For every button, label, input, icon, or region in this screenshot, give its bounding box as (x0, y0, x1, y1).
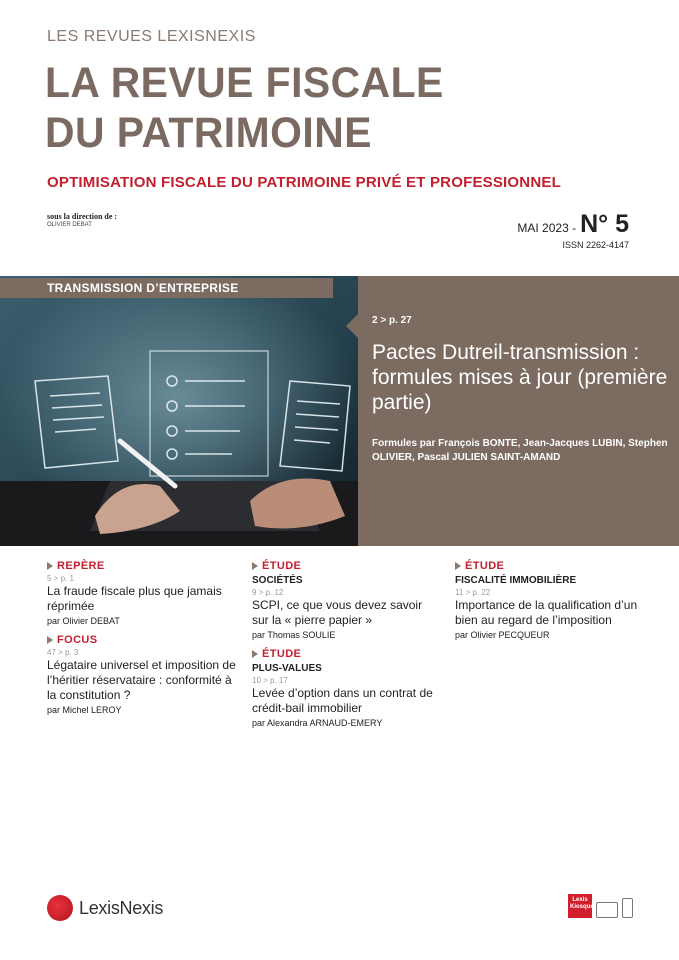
article-subsection: FISCALITÉ IMMOBILIÈRE (455, 575, 577, 586)
article-entry[interactable] (252, 560, 442, 640)
article-ref: 47 > p. 3 (47, 648, 79, 657)
article-author: par Michel LEROY (47, 705, 122, 715)
feature-authors: Formules par François BONTE, Jean-Jacques LUBIN, Stephen OLIVIER, Pascal JULIEN SAINT-AMAND (372, 438, 668, 463)
category-label: ÉTUDE (262, 648, 302, 660)
article-headline: Légataire universel et imposition de l’héritier réservataire : conformité à la constitution ? (47, 658, 236, 702)
issue-info (517, 210, 629, 239)
article-entry[interactable] (47, 634, 237, 715)
arrow-icon (252, 650, 258, 658)
article-headline: La fraude fiscale plus que jamais réprimée (47, 584, 222, 613)
publisher-name: LexisNexis (79, 897, 164, 918)
cover-illustration (0, 276, 358, 546)
article-author: par Thomas SOULIE (252, 630, 336, 640)
arrow-icon (455, 562, 461, 570)
category-label: ÉTUDE (262, 560, 302, 572)
article-category (47, 634, 237, 646)
laptop-icon (596, 902, 618, 918)
issn: ISSN 2262-4147 (562, 240, 629, 250)
magazine-subtitle: OPTIMISATION FISCALE DU PATRIMOINE PRIVÉ ET PROFESSIONNEL (47, 174, 561, 191)
series-name: LES REVUES LEXISNEXIS (47, 28, 256, 45)
kiosque-logo (568, 894, 592, 918)
title-line-2: DU PATRIMOINE (45, 109, 372, 157)
article-headline: SCPI, ce que vous devez savoir sur la « pierre papier » (252, 598, 423, 627)
cover-photo (0, 276, 358, 546)
article-subsection: PLUS-VALUES (252, 663, 322, 674)
arrow-icon (47, 636, 53, 644)
contents-column-3 (455, 560, 645, 648)
director-name: OLIVIER DEBAT (47, 222, 92, 228)
article-subsection: SOCIÉTÉS (252, 575, 303, 586)
article-headline: Importance de la qualification d’un bien au regard de l’imposition (455, 598, 638, 627)
magazine-title (45, 58, 444, 158)
feature-panel-notch (346, 314, 358, 338)
article-category (47, 560, 237, 572)
article-category (252, 648, 442, 660)
article-entry[interactable] (47, 560, 237, 626)
article-category (252, 560, 442, 572)
article-author: par Olivier DEBAT (47, 616, 120, 626)
category-label: ÉTUDE (465, 560, 505, 572)
article-author: par Olivier PECQUEUR (455, 630, 550, 640)
lexisnexis-logo-icon (47, 895, 73, 921)
article-ref: 5 > p. 1 (47, 574, 74, 583)
feature-ref: 2 > p. 27 (372, 315, 412, 326)
feature-title[interactable]: Pactes Dutreil-transmission : formules mises à jour (première partie) (372, 341, 668, 414)
tablet-icon (622, 898, 633, 918)
section-tag (0, 278, 333, 298)
direction-label: sous la direction de : (47, 212, 118, 221)
arrow-icon (252, 562, 258, 570)
article-author: par Alexandra ARNAUD-EMERY (252, 718, 383, 728)
publisher-logo[interactable] (47, 895, 163, 921)
article-entry[interactable] (455, 560, 645, 640)
contents-column-1 (47, 560, 237, 723)
article-ref: 11 > p. 22 (455, 588, 491, 597)
contents-column-2 (252, 560, 442, 736)
category-label: FOCUS (57, 634, 98, 646)
arrow-icon (47, 562, 53, 570)
article-ref: 9 > p. 12 (252, 588, 284, 597)
article-headline: Levée d’option dans un contrat de crédit-bail immobilier (252, 686, 433, 715)
kiosque-line-1: Lexis (572, 897, 588, 903)
kiosque-badge-group[interactable] (568, 894, 633, 918)
article-ref: 10 > p. 17 (252, 676, 288, 685)
section-tag-label: TRANSMISSION D’ENTREPRISE (47, 281, 239, 295)
issue-date: MAI 2023 - (517, 221, 577, 235)
title-line-1: LA REVUE FISCALE (45, 59, 444, 107)
issue-number: N° 5 (580, 210, 629, 238)
kiosque-line-2: Kiosque (570, 904, 594, 910)
category-label: REPÈRE (57, 560, 105, 572)
article-category (455, 560, 645, 572)
article-entry[interactable] (252, 648, 442, 728)
